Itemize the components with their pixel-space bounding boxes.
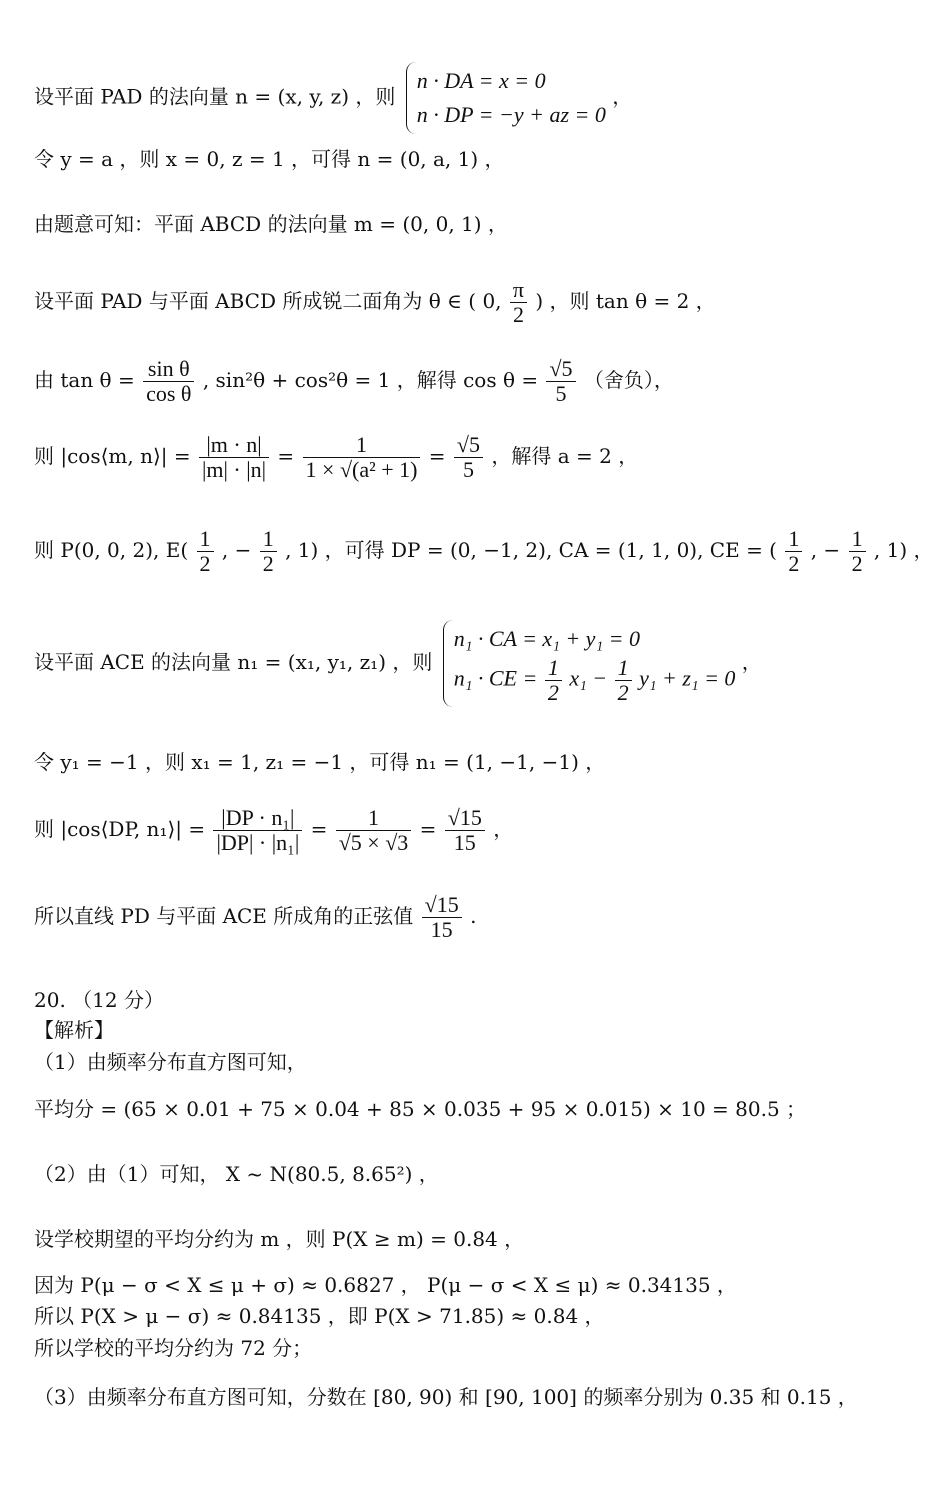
numerator: 1 (617, 655, 629, 680)
part-1-average: 平均分 = (65 × 0.01 + 75 × 0.04 + 85 × 0.035 + 95 × 0.015) × 10 = 80.5 ； (34, 1097, 807, 1121)
text: ，解得 a = 2 ， (491, 444, 639, 468)
fraction (303, 433, 421, 482)
fraction (260, 527, 277, 576)
text: 设平面 PAD 与平面 ABCD 所成锐二面角为 θ ∈ ( 0, (34, 289, 502, 313)
fraction (849, 527, 866, 576)
denominator: |DP| · |n₁| (213, 830, 302, 855)
part-2-e: 所以学校的平均分约为 72 分； (34, 1336, 313, 1360)
text: n₁ · CE = (453, 665, 538, 691)
equation (454, 656, 736, 705)
denominator: 2 (510, 302, 527, 327)
fraction (422, 893, 462, 942)
numerator: √5 (456, 432, 480, 457)
equation-system (443, 620, 736, 707)
denominator: 2 (849, 551, 866, 576)
text: , 1) ， (873, 538, 934, 562)
text: 设平面 PAD 的法向量 n = (x, y, z) ，则 (34, 84, 396, 109)
fraction (197, 527, 214, 576)
denominator: 5 (546, 381, 575, 406)
question-heading: 20. （12 分） (34, 988, 164, 1012)
text: ) ，则 tan θ = 2 ， (535, 289, 716, 313)
fraction (546, 357, 575, 406)
line-3: 由题意可知：平面 ABCD 的法向量 m = (0, 0, 1) ， (34, 212, 508, 236)
fraction (454, 433, 483, 482)
numerator: |m · n| (206, 432, 262, 457)
text: , − (221, 538, 252, 562)
text: , − (810, 538, 841, 562)
numerator: 1 (788, 526, 800, 551)
numerator: π (512, 277, 525, 302)
fraction (785, 527, 802, 576)
numerator: 1 (547, 655, 559, 680)
numerator: 1 (368, 805, 379, 830)
text: x₁ − (569, 665, 608, 691)
denominator: 5 (454, 457, 483, 482)
text: ， (612, 84, 633, 109)
numerator: 1 (355, 432, 367, 457)
fraction (199, 433, 269, 482)
part-2-b: 设学校期望的平均分约为 m ，则 P(X ≥ m) = 0.84 ， (34, 1227, 525, 1251)
fraction (213, 806, 302, 855)
text: 则 |cos⟨m, n⟩| = (34, 444, 191, 468)
denominator: |m| · |n| (199, 457, 269, 482)
numerator: √15 (447, 805, 482, 830)
denominator: 2 (260, 551, 277, 576)
fraction (545, 656, 562, 705)
text: 由 tan θ = (34, 368, 135, 392)
numerator: |DP · n₁| (221, 805, 295, 830)
line-6 (34, 433, 638, 482)
line-5 (34, 357, 674, 406)
denominator: cos θ (143, 381, 194, 406)
line-11 (34, 893, 476, 942)
fraction (445, 806, 485, 855)
equation-system (406, 62, 606, 134)
line-4 (34, 278, 716, 327)
text: , 1) ，可得 DP = (0, −1, 2), CA = (1, 1, 0), CE = ( (285, 538, 777, 562)
line-7 (34, 527, 934, 576)
denominator: 2 (785, 551, 802, 576)
text: ， (741, 650, 762, 674)
line-9: 令 y₁ = −1 ，则 x₁ = 1, z₁ = −1 ，可得 n₁ = (1, −1, −1) ， (34, 750, 606, 774)
text: 所以直线 PD 与平面 ACE 所成角的正弦值 (34, 904, 414, 928)
line-1 (34, 62, 632, 134)
equals: = (428, 444, 446, 468)
equation: n₁ · CA = x₁ + y₁ = 0 (453, 626, 640, 651)
text: , sin²θ + cos²θ = 1 ，解得 cos θ = (202, 368, 539, 392)
numerator: 1 (199, 526, 211, 551)
denominator: 15 (422, 917, 462, 942)
part-2-c: 因为 P(μ − σ < X ≤ μ + σ) ≈ 0.6827 ， P(μ − σ < X ≤ μ) ≈ 0.34135 ， (34, 1273, 737, 1297)
part-2: （2）由（1）可知， X ~ N(80.5, 8.65²) ， (34, 1162, 439, 1186)
part-3: （3）由频率分布直方图可知，分数在 [80, 90) 和 [90, 100] 的频率分别为 0.35 和 0.15 ， (34, 1385, 858, 1409)
numerator: √15 (424, 892, 459, 917)
fraction (143, 357, 194, 406)
analysis-label: 【解析】 (34, 1018, 114, 1042)
equation: n · DA = x = 0 (416, 68, 546, 93)
denominator: 1 × √(a² + 1) (303, 457, 421, 482)
numerator: 1 (851, 526, 863, 551)
line-8 (34, 620, 762, 707)
denominator: √5 × √3 (336, 830, 412, 855)
text: 则 P(0, 0, 2), E( (34, 538, 189, 562)
denominator: 15 (445, 830, 485, 855)
equals: = (277, 444, 295, 468)
text: 设平面 ACE 的法向量 n₁ = (x₁, y₁, z₁) ，则 (34, 650, 433, 674)
equation: n · DP = −y + az = 0 (416, 102, 606, 127)
denominator: 2 (545, 680, 562, 705)
equals: = (419, 817, 437, 841)
text: （舍负）， (583, 368, 674, 392)
numerator: sin θ (147, 356, 190, 381)
fraction (336, 806, 412, 855)
equals: = (310, 817, 328, 841)
denominator: 2 (615, 680, 632, 705)
denominator: 2 (197, 551, 214, 576)
line-10 (34, 806, 513, 855)
fraction (510, 278, 527, 327)
text: . (470, 904, 477, 928)
part-2-d: 所以 P(X > μ − σ) ≈ 0.84135 ，即 P(X > 71.85) ≈ 0.84 ， (34, 1304, 605, 1328)
fraction (615, 656, 632, 705)
text: ， (493, 817, 514, 841)
text: 则 |cos⟨DP, n₁⟩| = (34, 817, 206, 841)
part-1: （1）由频率分布直方图可知， (34, 1050, 307, 1074)
text: y₁ + z₁ = 0 (639, 665, 736, 691)
line-2: 令 y = a ，则 x = 0, z = 1 ，可得 n = (0, a, 1) ， (34, 147, 505, 171)
numerator: 1 (262, 526, 274, 551)
numerator: √5 (549, 356, 573, 381)
